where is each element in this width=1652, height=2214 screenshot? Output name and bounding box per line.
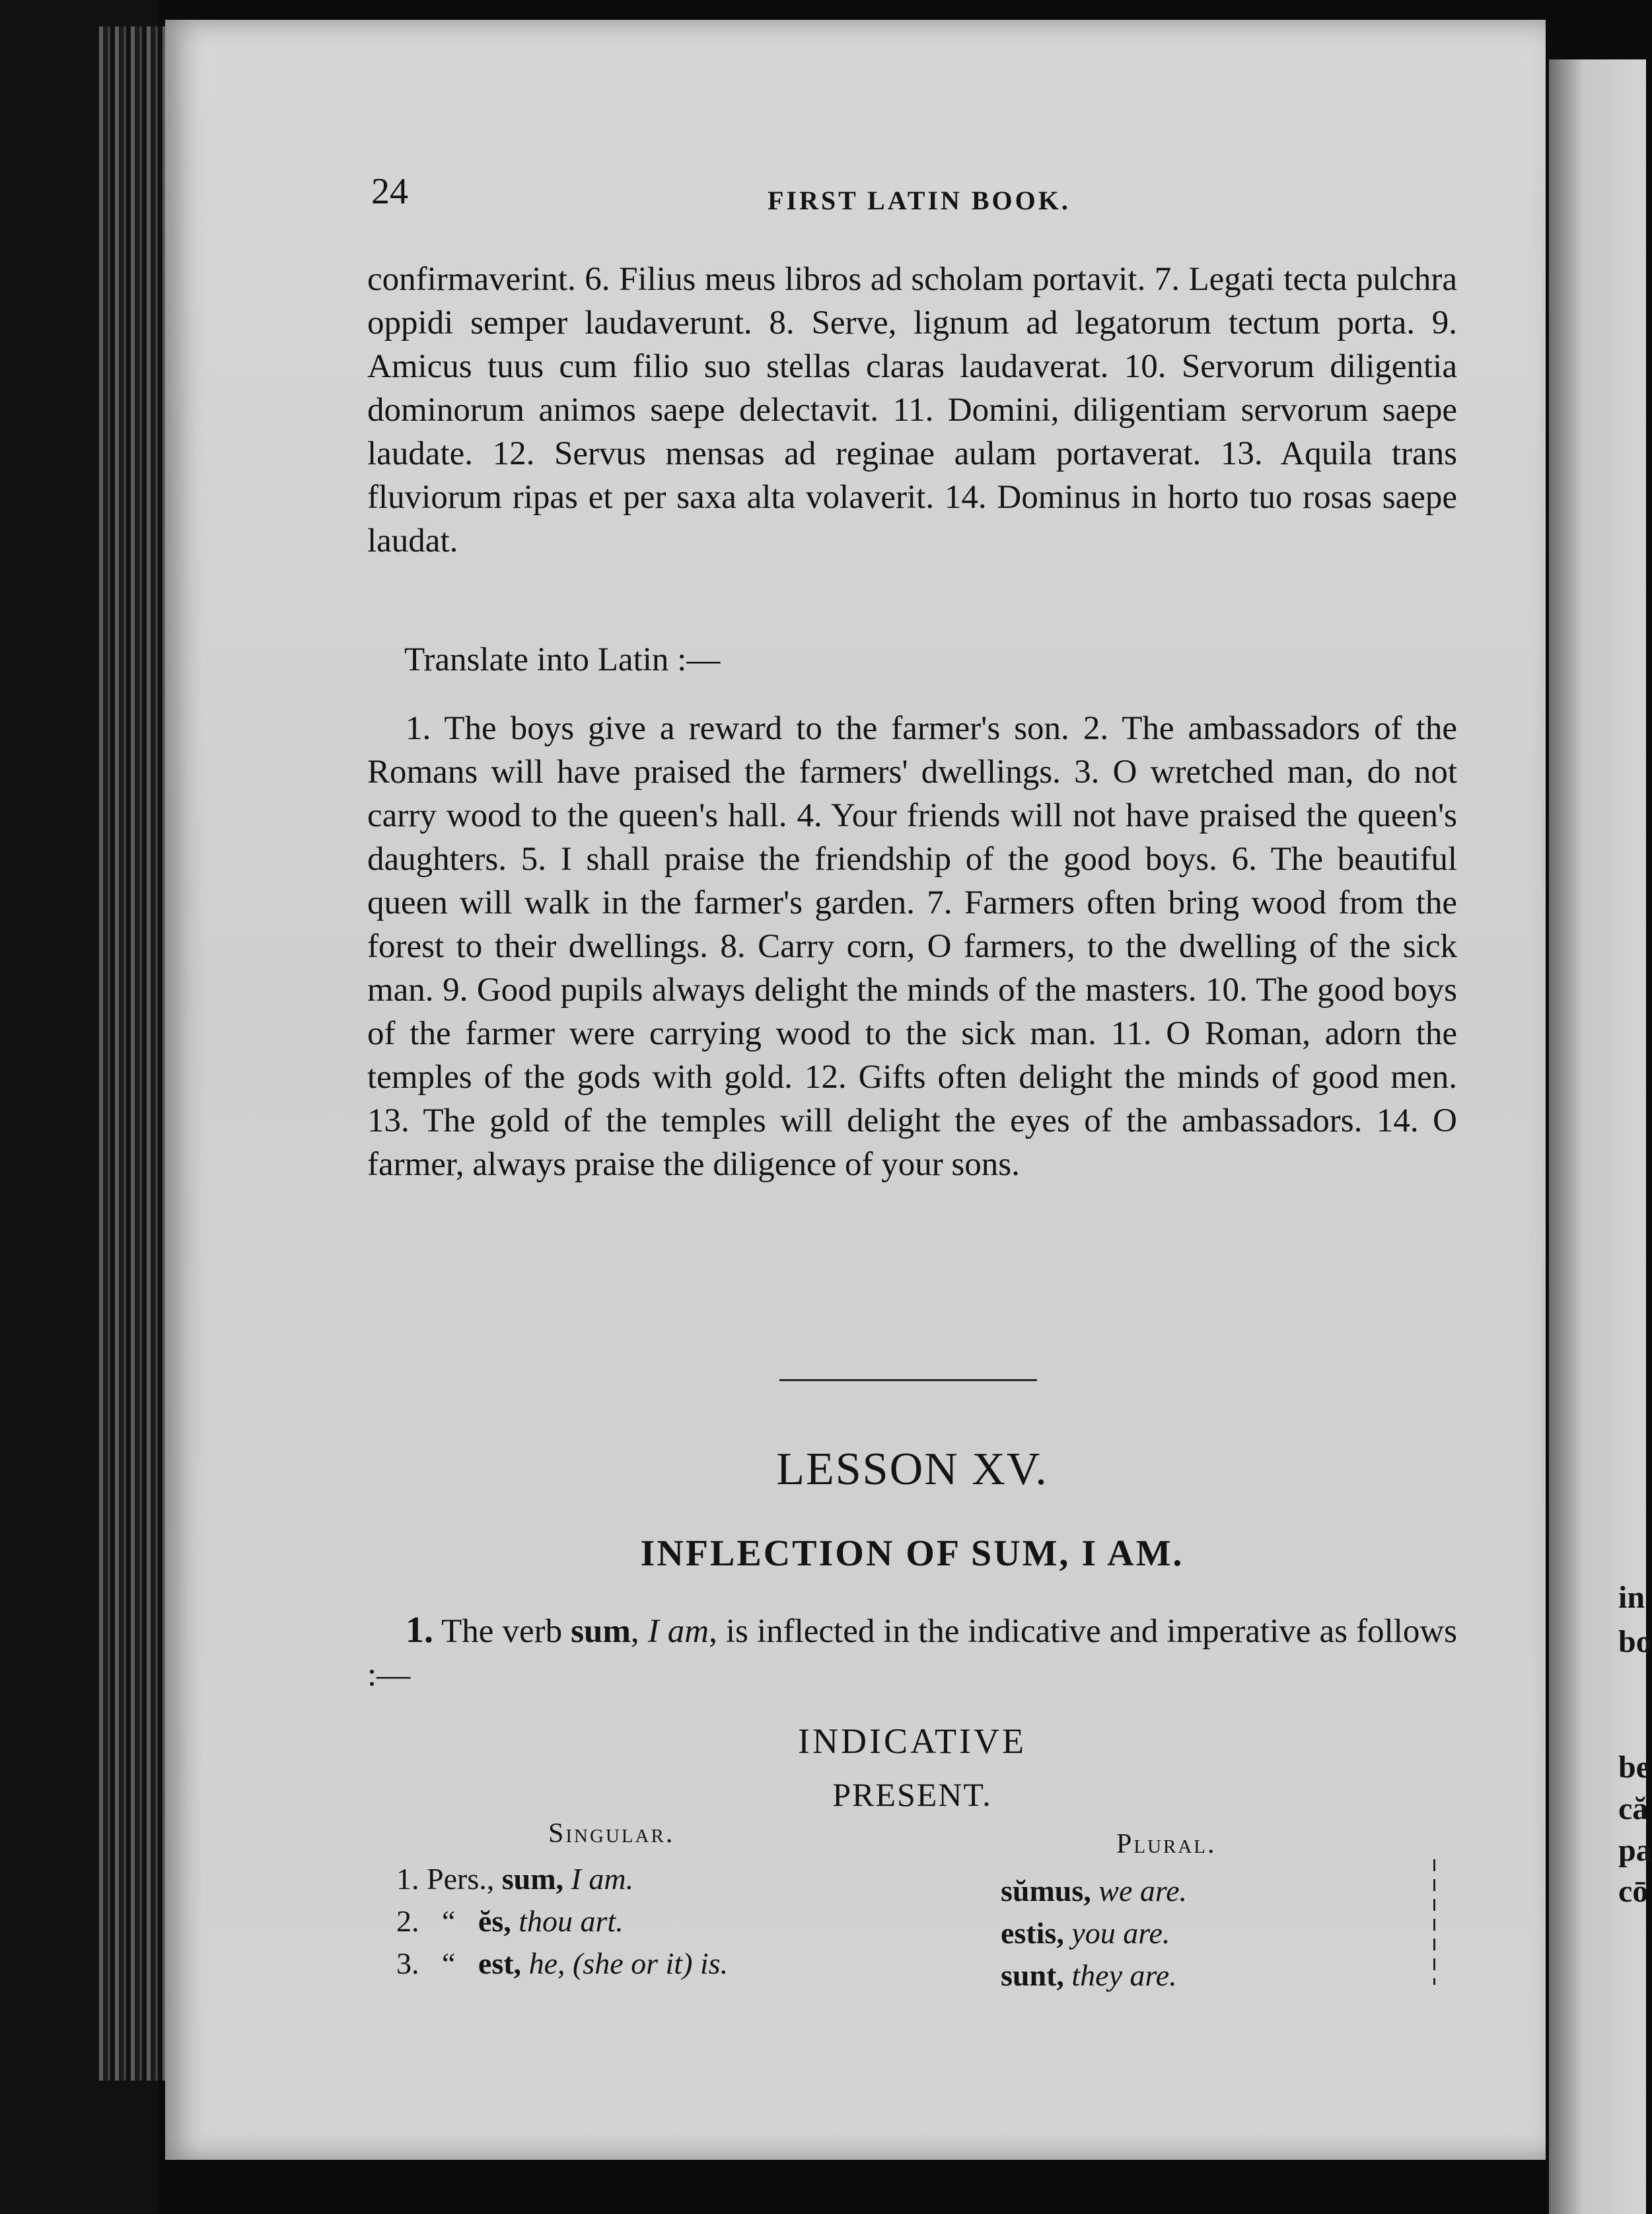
verb-meaning: he, (she or it) is. bbox=[528, 1946, 729, 1980]
definition-text: The verb bbox=[433, 1613, 571, 1650]
verb-meaning: you are. bbox=[1071, 1916, 1170, 1950]
conjugation-row-singular bbox=[396, 1861, 633, 1896]
facing-page-fragment: cō bbox=[1618, 1874, 1649, 1909]
verb-meaning: I am. bbox=[571, 1862, 634, 1896]
english-paragraph: 1. The boys give a reward to the farmer's son. 2. The ambassadors of the Romans will have praised the farmers' dwellings. 3. O wretched man, do not carry wood to the queen's hall. 4. Your friends will not have praised the queen's daughters. 5. I shall praise the friendship of the good boys. 6. The beautiful queen will walk in the farmer's garden. 7. Farmers often bring wood from the forest to their dwellings. 8. Carry corn, O farmers, to the dwelling of the sick man. 9. Good pupils always delight the minds of the masters. 10. The good boys of the farmer were carrying wood to the sick man. 11. O Roman, adorn the temples of the gods with gold. 12. Gifts often delight the minds of good men. 13. The gold of the temples will delight the eyes of the ambassadors. 14. O farmer, always praise the diligence of your sons. bbox=[367, 710, 1457, 1183]
person-label: 3. “ bbox=[396, 1946, 456, 1980]
definition-text: , is inflected in the indicative and imperative as follows :— bbox=[367, 1613, 1457, 1694]
verb-meaning: thou art. bbox=[519, 1904, 624, 1938]
person-label: 1. Pers., bbox=[396, 1862, 495, 1896]
verb-form: sŭmus, bbox=[1001, 1874, 1091, 1908]
definition-paragraph bbox=[367, 1608, 1457, 1697]
plural-column-label: Plural. bbox=[1116, 1829, 1217, 1859]
section-number: 1. bbox=[406, 1610, 433, 1651]
verb-gloss: I am bbox=[647, 1613, 709, 1650]
conjugation-row-plural bbox=[1001, 1915, 1170, 1950]
latin-exercise bbox=[367, 258, 1457, 563]
lesson-heading: LESSON XV. bbox=[776, 1444, 1048, 1495]
section-divider bbox=[779, 1379, 1037, 1381]
conjugation-row-plural bbox=[1001, 1958, 1177, 1993]
verb-meaning: they are. bbox=[1071, 1958, 1177, 1992]
conjugation-row-singular bbox=[396, 1904, 624, 1939]
verb-form: est, bbox=[478, 1946, 522, 1980]
page-header bbox=[371, 170, 1461, 223]
verb-form: sum, bbox=[501, 1862, 564, 1896]
facing-page-fragment: bo bbox=[1618, 1624, 1652, 1659]
facing-page-fragment: in bbox=[1618, 1580, 1645, 1615]
verb-meaning: we are. bbox=[1098, 1874, 1188, 1908]
verb-form: ĕs, bbox=[478, 1904, 511, 1938]
translate-instruction: Translate into Latin :— bbox=[404, 641, 721, 678]
conjugation-row-singular bbox=[396, 1946, 728, 1981]
verb-word: sum bbox=[571, 1613, 631, 1650]
facing-page-fragment: că bbox=[1618, 1791, 1649, 1826]
conjugation-row-plural bbox=[1001, 1873, 1187, 1908]
definition-text: , bbox=[630, 1613, 648, 1650]
page-number: 24 bbox=[371, 171, 408, 212]
mood-heading: INDICATIVE bbox=[798, 1721, 1026, 1761]
person-label: 2. “ bbox=[396, 1904, 456, 1938]
singular-column-label: Singular. bbox=[548, 1818, 675, 1849]
lesson-title: INFLECTION OF SUM, I AM. bbox=[640, 1533, 1184, 1574]
book-page-edges bbox=[99, 26, 172, 2081]
facing-page-fragment: pa bbox=[1618, 1833, 1652, 1868]
english-exercise bbox=[367, 707, 1457, 1186]
verb-form: sunt, bbox=[1001, 1958, 1064, 1992]
margin-mark bbox=[1433, 1859, 1435, 1985]
verb-form: estis, bbox=[1001, 1916, 1064, 1950]
tense-heading: PRESENT. bbox=[832, 1776, 992, 1813]
facing-page-fragment: be bbox=[1618, 1750, 1650, 1785]
latin-paragraph: confirmaverint. 6. Filius meus libros ad scholam portavit. 7. Legati tecta pulchra oppidi semper laudaverunt. 8. Serve, lignum ad legatorum tectum porta. 9. Amicus tuus cum filio suo stellas claras laudaverat. 10. Servorum diligentia dominorum animos saepe delectavit. 11. Domini, diligentiam servorum saepe laudate. 12. Servus mensas ad reginae aulam portaverat. 13. Aquila trans fluviorum ripas et per saxa alta volaverit. 14. Dominus in horto tuo rosas saepe laudat. bbox=[367, 261, 1457, 559]
running-title: FIRST LATIN BOOK. bbox=[768, 186, 1071, 215]
